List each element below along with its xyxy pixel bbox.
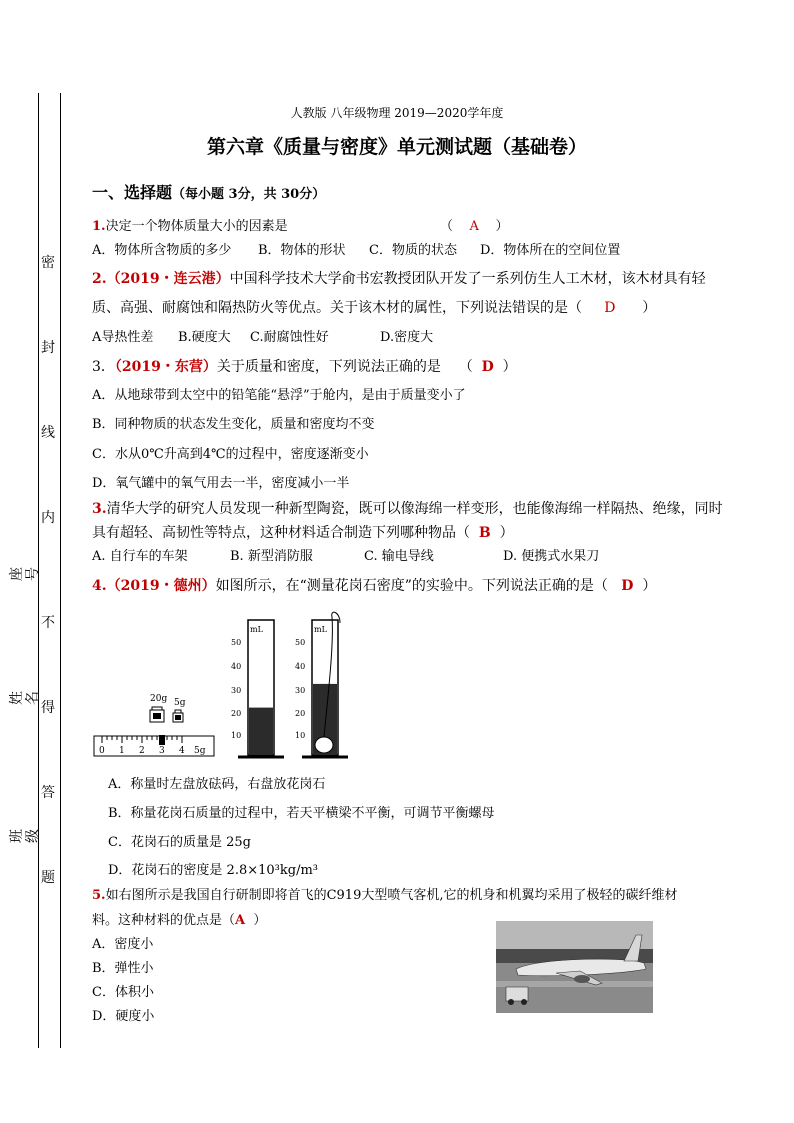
question-1-answer: （ A ）	[440, 219, 509, 234]
question-5-option: B．弹性小	[92, 961, 154, 976]
section-heading: 一、选择题（每小题 3分，共 30分）	[92, 183, 326, 202]
question-3-option: C．水从0℃升高到4℃的过程中，密度逐渐变小	[92, 447, 369, 462]
seal-char: 内	[41, 510, 55, 526]
weight-5g-icon	[173, 710, 183, 722]
question-2-option: C.耐腐蚀性好	[250, 330, 329, 345]
ruler-label: 0	[99, 746, 105, 756]
question-3b-option: C. 输电导线	[364, 549, 434, 564]
question-1-option: D．物体所在的空间位置	[480, 243, 621, 258]
question-3-option: A．从地球带到太空中的铅笔能“悬浮”于舱内，是由于质量变小了	[92, 388, 466, 403]
seal-char: 答	[41, 785, 55, 801]
cylinder-1-tick: 30	[231, 686, 242, 695]
cylinder-2-tick: 40	[295, 662, 306, 671]
question-2-option: D.密度大	[380, 330, 434, 345]
margin-line-inner	[60, 93, 61, 1048]
question-3b-option: A. 自行车的车架	[92, 549, 188, 564]
cylinder-figure	[228, 605, 348, 763]
question-5-stem-line2: 料。这种材料的优点是（A ）	[92, 913, 267, 928]
cylinder-1-tick: 20	[231, 709, 242, 718]
cylinder-2-tick: 20	[295, 709, 306, 718]
cylinder-1-unit: mL	[250, 625, 263, 634]
question-4-option: A．称量时左盘放砝码，右盘放花岗石	[108, 777, 326, 792]
cylinder-2-tick: 10	[295, 731, 306, 740]
seal-char: 线	[41, 425, 55, 441]
seal-char: 密	[41, 255, 55, 271]
page-title: 第六章《质量与密度》单元测试题（基础卷）	[206, 136, 587, 158]
question-4-stem: 4.（2019・德州）如图所示，在“测量花岗石密度”的实验中。下列说法正确的是（ D ）	[92, 578, 657, 594]
cylinder-2-tick: 50	[295, 638, 306, 647]
cylinder-1-tick: 10	[231, 731, 242, 740]
ruler-label: 3	[159, 746, 165, 756]
weight-20g-icon	[150, 707, 164, 722]
balance-figure	[90, 688, 220, 760]
weight-label-20g: 20g	[150, 694, 168, 704]
cylinder-2-unit: mL	[314, 625, 327, 634]
question-5-option: A．密度小	[92, 937, 154, 952]
ruler-label: 2	[139, 746, 145, 756]
field-seat-number: 座号	[9, 567, 41, 581]
question-3-option: D．氧气罐中的氧气用去一半，密度减小一半	[92, 476, 350, 491]
ruler-label: 5g	[194, 746, 206, 756]
question-5-option: C．体积小	[92, 985, 154, 1000]
question-1-stem: 1.决定一个物体质量大小的因素是	[92, 219, 288, 234]
question-1-option: A．物体所含物质的多少	[92, 243, 232, 258]
question-3b-stem: 3.清华大学的研究人员发现一种新型陶瓷，既可以像海绵一样变形，也能像海绵一样隔热、绝缘，同时	[92, 501, 723, 517]
weight-label-5g: 5g	[174, 698, 186, 708]
question-2-stem: 2.（2019・连云港）中国科学技术大学俞书宏教授团队开发了一系列仿生人工木材，该木材具有轻	[92, 271, 706, 287]
ruler-label: 1	[119, 746, 125, 756]
cylinder-1-tick: 40	[231, 662, 242, 671]
question-4-option: D．花岗石的密度是 2.8×10³kg/m³	[108, 863, 318, 878]
page-subtitle: 人教版 八年级物理 2019—2020学年度	[290, 106, 504, 120]
question-3b-option: B. 新型消防服	[230, 549, 313, 564]
question-1-option: B．物体的形状	[258, 243, 346, 258]
question-3b-stem-line2: 具有超轻、高韧性等特点，这种材料适合制造下列哪种物品（ B ）	[92, 525, 514, 541]
question-1-option: C．物质的状态	[369, 243, 457, 258]
question-3-option: B．同种物质的状态发生变化，质量和密度均不变	[92, 417, 375, 432]
question-2-option: A导热性差	[92, 330, 154, 345]
question-4-option: B．称量花岗石质量的过程中，若天平横梁不平衡，可调节平衡螺母	[108, 806, 495, 821]
question-2-option: B.硬度大	[178, 330, 231, 345]
airplane-icon	[496, 921, 653, 1013]
seal-char: 封	[41, 340, 55, 356]
question-4-option: C．花岗石的质量是 25g	[108, 835, 251, 850]
question-5-option: D．硬度小	[92, 1009, 155, 1024]
seal-char: 题	[41, 870, 55, 886]
field-class: 班级	[9, 829, 41, 843]
ruler-label: 4	[179, 746, 185, 756]
question-5-stem: 5.如右图所示是我国自行研制即将首飞的C919大型喷气客机,它的机身和机翼均采用了极轻的碳纤维材	[92, 888, 678, 903]
question-2-stem-line2: 质、高强、耐腐蚀和隔热防火等优点。关于该木材的属性，下列说法错误的是（ D ）	[92, 300, 657, 316]
question-3b-option: D. 便携式水果刀	[503, 549, 600, 564]
seal-char: 得	[41, 700, 55, 716]
cylinder-1-icon	[238, 620, 284, 757]
field-name: 姓名	[9, 691, 41, 705]
cylinder-2-tick: 30	[295, 686, 306, 695]
airplane-photo	[496, 921, 653, 1013]
seal-char: 不	[41, 615, 55, 631]
cylinder-1-tick: 50	[231, 638, 242, 647]
question-3-stem: 3．（2019・东营）关于质量和密度，下列说法正确的是 （ D ）	[92, 359, 517, 375]
